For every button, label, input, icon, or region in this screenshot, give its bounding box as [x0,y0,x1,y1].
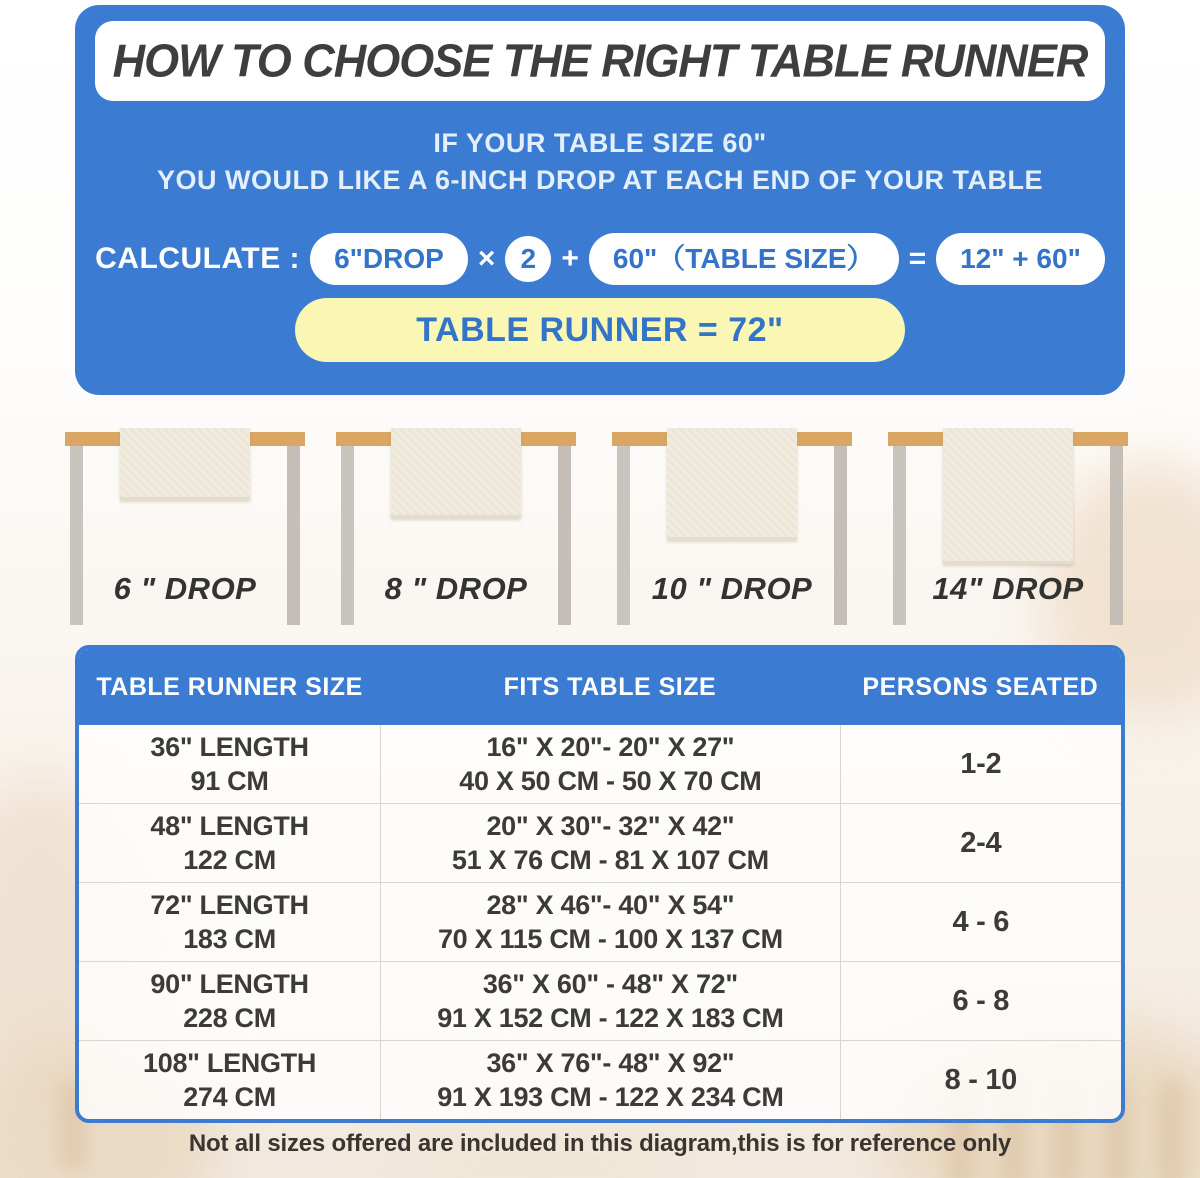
drop-label: 10 " DROP [651,571,813,606]
fits-size-cell [380,804,840,882]
fits-size-cm: 70 X 115 CM - 100 X 137 CM [437,923,783,954]
size-table [75,645,1125,1123]
drop-value-pill: 6"DROP [310,233,468,285]
hero-panel [75,5,1125,395]
runner-length-cm: 228 CM [183,1002,276,1033]
fits-size-cm: 91 X 193 CM - 122 X 234 CM [437,1081,784,1112]
persons-seated: 4 - 6 [952,905,1010,938]
runner-length-inches: 36" LENGTH [150,731,309,762]
fits-size-inches: 28" X 46"- 40" X 54" [486,889,735,920]
runner-length-inches: 108" LENGTH [143,1047,317,1078]
drop-figure-6 [65,425,305,640]
runner-length-cm: 91 CM [190,765,269,796]
table-size-pill: 60"（TABLE SIZE） [589,233,899,285]
title-banner [95,21,1105,101]
drop-label: 6 " DROP [113,571,257,606]
size-table-header [79,649,1121,725]
runner-size-cell [79,1041,380,1119]
table-runner-cloth [943,428,1073,564]
fits-size-cell [380,1041,840,1119]
fits-size-cell [380,725,840,803]
fits-size-cm: 40 X 50 CM - 50 X 70 CM [459,765,762,796]
calculation-formula [75,233,1125,285]
persons-cell [840,725,1121,803]
persons-seated: 6 - 8 [952,984,1010,1017]
drop-figure-10 [612,425,852,640]
background-chair-slat [1158,1080,1184,1178]
sum-pill: 12" + 60" [936,233,1105,285]
column-header-fits-size: FITS TABLE SIZE [503,672,717,701]
fits-size-cm: 51 X 76 CM - 81 X 107 CM [451,844,769,875]
runner-length-inches: 90" LENGTH [150,968,309,999]
fits-size-inches: 36" X 76"- 48" X 92" [486,1047,735,1078]
footnote: Not all sizes offered are included in this diagram,this is for reference only [188,1130,1012,1157]
subtitle-line-2: YOU WOULD LIKE A 6-INCH DROP AT EACH END OF YOUR TABLE [156,165,1044,195]
fits-size-inches: 20" X 30"- 32" X 42" [486,810,735,841]
drop-figure-8 [336,425,576,640]
fits-size-cell [380,962,840,1040]
multiply-operator: × [477,242,496,275]
drop-label: 14" DROP [932,571,1084,606]
runner-length-inches: 72" LENGTH [150,889,309,920]
persons-seated: 1-2 [960,747,1002,780]
fits-size-cell [380,883,840,961]
table-runner-cloth [391,428,521,518]
runner-length-inches: 48" LENGTH [150,810,309,841]
column-header-persons: PERSONS SEATED [862,672,1099,701]
multiplier-badge: 2 [505,236,551,282]
drop-figure-14 [888,425,1128,640]
fits-size-inches: 36" X 60" - 48" X 72" [482,968,738,999]
table-row [79,961,1121,1040]
persons-seated: 8 - 10 [944,1063,1017,1096]
result-pill: TABLE RUNNER = 72" [295,298,905,362]
fits-size-inches: 16" X 20"- 20" X 27" [486,731,735,762]
fits-size-cm: 91 X 152 CM - 122 X 183 CM [437,1002,784,1033]
runner-size-cell [79,962,380,1040]
table-row [79,803,1121,882]
persons-cell [840,1041,1121,1119]
persons-cell [840,883,1121,961]
runner-length-cm: 183 CM [183,923,276,954]
persons-seated: 2-4 [960,826,1002,859]
table-runner-cloth [120,428,250,500]
table-row [79,725,1121,803]
subtitle-line-1: IF YOUR TABLE SIZE 60" [433,128,767,158]
runner-length-cm: 122 CM [183,844,276,875]
size-table-body [79,725,1121,1119]
column-header-runner-size: TABLE RUNNER SIZE [96,672,363,701]
equals-operator: = [908,242,927,275]
persons-cell [840,962,1121,1040]
runner-length-cm: 274 CM [183,1081,276,1112]
runner-size-cell [79,883,380,961]
drop-label: 8 " DROP [384,571,528,606]
persons-cell [840,804,1121,882]
table-row [79,882,1121,961]
runner-size-cell [79,725,380,803]
page-title: HOW TO CHOOSE THE RIGHT TABLE RUNNER [112,33,1088,87]
calculate-label: CALCULATE : [95,242,301,275]
drop-figures [0,425,1200,640]
table-runner-cloth [667,428,797,540]
table-row [79,1040,1121,1119]
runner-size-cell [79,804,380,882]
plus-operator: + [561,242,579,275]
